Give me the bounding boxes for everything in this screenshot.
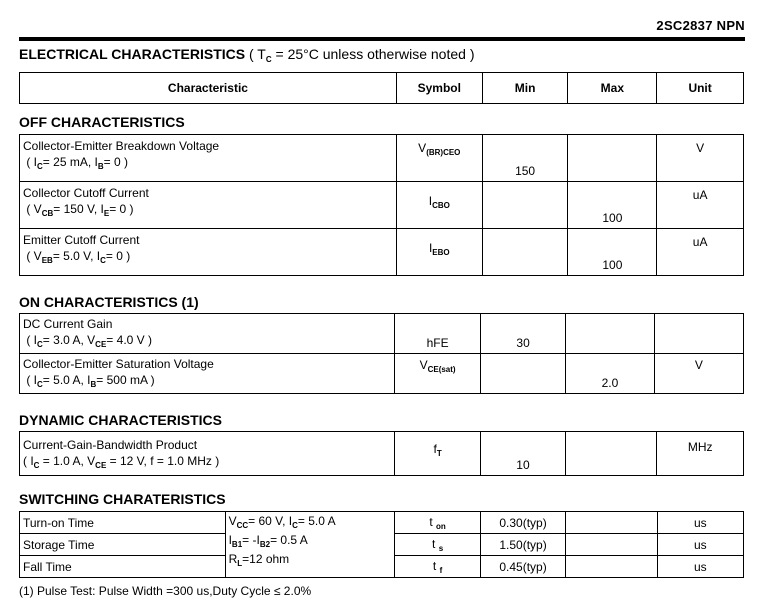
max-cell	[568, 135, 657, 182]
dynamic-table	[19, 431, 744, 476]
section-switching-title: SWITCHING CHARATERISTICS	[19, 491, 226, 507]
symbol-cell: $I_{CBO}$	[396, 182, 482, 229]
table-row	[20, 229, 744, 276]
min-cell: 1.50(typ)	[480, 534, 566, 556]
symbol-cell: t $_{on}$	[395, 512, 480, 534]
header-table	[19, 72, 744, 104]
unit-cell: uA	[657, 229, 744, 276]
page-title	[19, 46, 475, 64]
col-symbol: Symbol	[396, 73, 482, 104]
col-characteristic: Characteristic	[20, 73, 397, 104]
section-dynamic-title: DYNAMIC CHARACTERISTICS	[19, 412, 222, 428]
unit-cell: V	[654, 354, 743, 394]
characteristic-cell: Collector-Emitter Breakdown Voltage ( $I_C= 25$ mA, $I_B= 0$ )	[20, 135, 397, 182]
characteristic-cell: Turn-on Time	[20, 512, 226, 534]
on-table	[19, 313, 744, 394]
unit-cell: V	[657, 135, 744, 182]
max-cell: 100	[568, 182, 657, 229]
min-cell: 0.30(typ)	[480, 512, 566, 534]
characteristic-cell: DC Current Gain ( $I_C= 3.0$ A, $V_{CE}= 4.0$ V )	[20, 314, 395, 354]
table-row	[20, 432, 744, 476]
table-row	[20, 512, 744, 534]
table-row	[20, 135, 744, 182]
unit-cell: uA	[657, 182, 744, 229]
max-cell: 100	[568, 229, 657, 276]
min-cell	[482, 229, 568, 276]
unit-cell: us	[657, 556, 743, 578]
min-cell: 150	[482, 135, 568, 182]
max-cell	[566, 432, 657, 476]
unit-cell	[654, 314, 743, 354]
max-cell: 2.0	[566, 354, 654, 394]
title-condition: ( $T_C = 25^\circ C$ unless otherwise noted )	[248, 46, 475, 64]
symbol-cell: $f_T$	[395, 432, 480, 476]
table-row	[20, 354, 744, 394]
section-on-title: ON CHARACTERISTICS (1)	[19, 294, 199, 310]
symbol-cell: $I_{EBO}$	[396, 229, 482, 276]
characteristic-cell: Fall Time	[20, 556, 226, 578]
col-min: Min	[482, 73, 568, 104]
section-off-title: OFF CHARACTERISTICS	[19, 114, 185, 130]
switching-conditions: $V_{CC}= 60$ V, $I_C= 5.0$ A $I_{B1}= -I_{B2}= 0.5$ A $R_L=12$ ohm	[225, 512, 395, 578]
title-main: ELECTRICAL CHARACTERISTICS	[19, 46, 246, 62]
footnote: (1) Pulse Test: Pulse Width =300 us,Duty Cycle ≤ 2.0%	[19, 584, 312, 598]
symbol-cell: $V_{CE(sat)}$	[395, 354, 481, 394]
symbol-cell: $V_{(BR)CEO}$	[396, 135, 482, 182]
symbol-cell: t $_f$	[395, 556, 480, 578]
unit-cell: MHz	[657, 432, 744, 476]
min-cell: 30	[480, 314, 565, 354]
characteristic-cell: Emitter Cutoff Current ( $V_{EB}= 5.0$ V, $I_C= 0$ )	[20, 229, 397, 276]
max-cell	[566, 556, 657, 578]
characteristic-cell: Collector-Emitter Saturation Voltage ( $I_C= 5.0$ A, $I_B= 500$ mA )	[20, 354, 395, 394]
characteristic-cell: Current-Gain-Bandwidth Product ( $I_C = 1.0$ A, $V_{CE} = 12$ V, f = 1.0 MHz )	[20, 432, 395, 476]
min-cell	[480, 354, 565, 394]
characteristic-cell: Storage Time	[20, 534, 226, 556]
off-table	[19, 134, 744, 276]
max-cell	[566, 512, 657, 534]
col-unit: Unit	[657, 73, 744, 104]
min-cell: 10	[480, 432, 565, 476]
unit-cell: us	[657, 512, 743, 534]
header-rule	[19, 37, 745, 41]
col-max: Max	[568, 73, 657, 104]
max-cell	[566, 314, 654, 354]
table-row	[20, 314, 744, 354]
symbol-cell: hFE	[395, 314, 481, 354]
part-number-label: 2SC2837 NPN	[656, 18, 745, 33]
switching-table	[19, 511, 744, 578]
table-row	[20, 182, 744, 229]
symbol-cell: t $_s$	[395, 534, 480, 556]
unit-cell: us	[657, 534, 743, 556]
min-cell	[482, 182, 568, 229]
characteristic-cell: Collector Cutoff Current ( $V_{CB}= 150$ V, $I_E= 0$ )	[20, 182, 397, 229]
min-cell: 0.45(typ)	[480, 556, 566, 578]
max-cell	[566, 534, 657, 556]
